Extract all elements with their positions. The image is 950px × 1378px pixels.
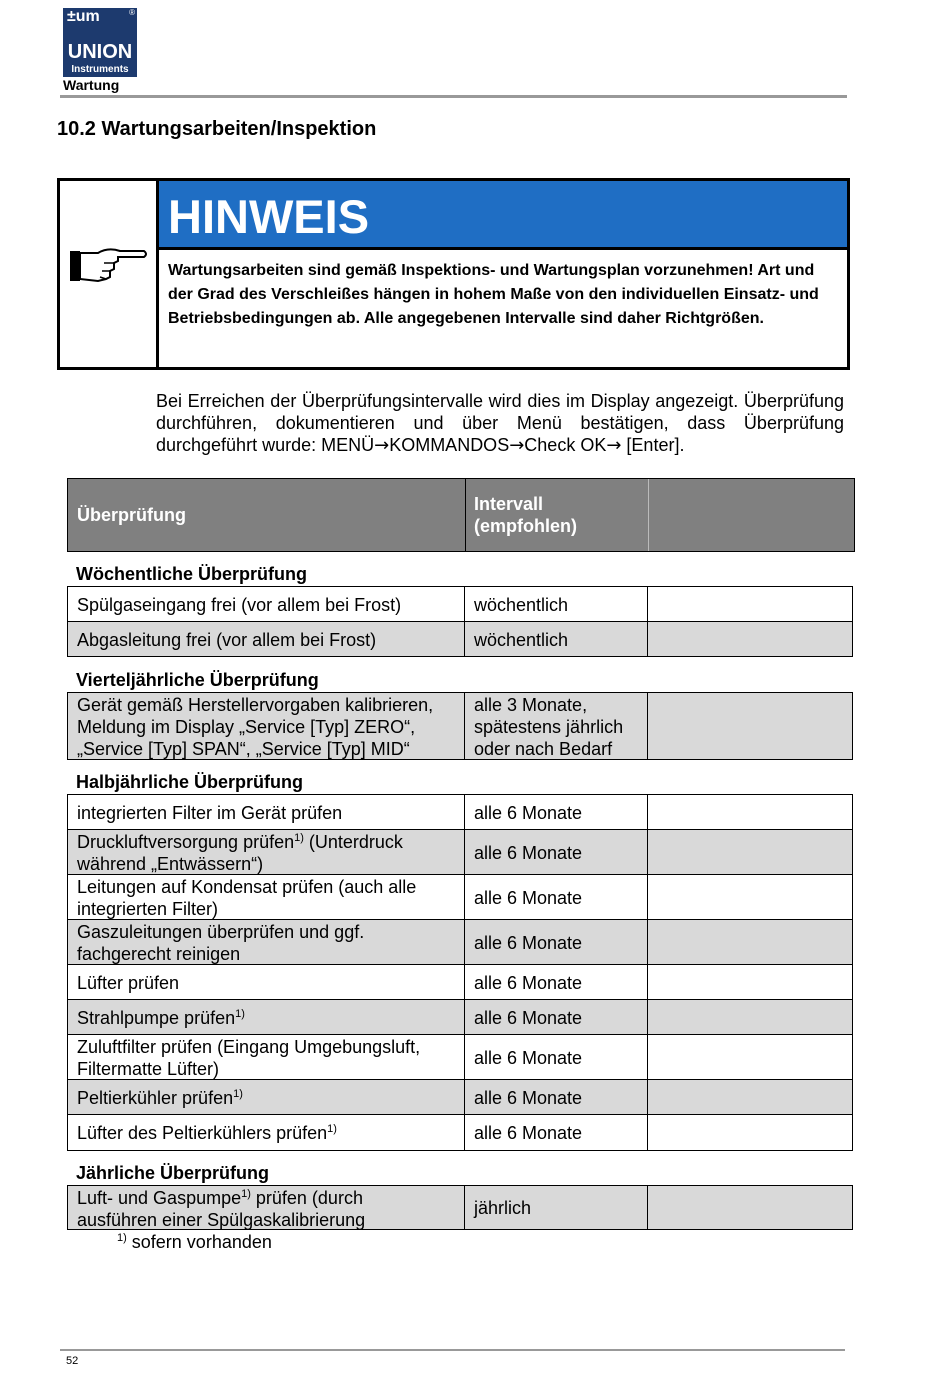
footnote-ref: 1) [294,832,304,844]
header-check: Überprüfung [77,505,186,525]
table-row [67,586,853,622]
interval-cell: wöchentlich [474,595,569,615]
intro-paragraph [156,390,844,457]
check-line: Gaszuleitungen überprüfen und ggf. [77,922,365,942]
notice-title-bar [159,181,847,250]
interval-cell: alle 6 Monate [474,888,583,908]
notice-text: Wartungsarbeiten sind gemäß Inspektions- und Wartungsplan vorzunehmen! Art und der Grad des Verschleißes hängen in hohem Maße von den individuellen Einsatz- und Betriebsbedingungen ab. Alle angegebenen Intervalle sind daher Richtgrößen. [168,262,819,327]
page-title: 10.2 Wartungsarbeiten/Inspektion [57,118,377,140]
table-row [67,1079,853,1115]
check-cell: Lüfter prüfen [77,973,180,993]
interval-line: alle 3 Monate, [474,695,588,715]
header-divider [60,95,847,98]
check-line: Druckluftversorgung prüfen [77,832,295,852]
interval-cell: jährlich [474,1198,532,1218]
check-line: Meldung im Display „Service [Typ] ZERO“, [77,717,416,737]
logo-registered: ® [129,8,135,17]
check-line: Zuluftfilter prüfen (Eingang Umgebungsluft, [77,1037,421,1057]
group-weekly: Wöchentliche Überprüfung [76,564,307,584]
interval-cell: alle 6 Monate [474,1123,583,1143]
check-line: Strahlpumpe prüfen [77,1008,236,1028]
header-interval [474,493,577,537]
footnote-text: sofern vorhanden [126,1232,272,1252]
check-line: „Service [Typ] SPAN“, „Service [Typ] MID“ [77,739,410,759]
intro-enter: [Enter]. [621,435,685,455]
interval-cell: alle 6 Monate [474,803,583,823]
check-cell [77,1122,337,1144]
check-line: integrierten Filter) [77,899,219,919]
check-cell [77,921,364,965]
table-row [67,1185,853,1230]
column-divider [648,479,649,551]
check-line: fachgerecht reinigen [77,944,241,964]
check-cell [77,694,433,760]
notice-title: HINWEIS [168,190,370,243]
check-line: (Unterdruck [303,832,403,852]
table-row [67,874,853,920]
check-cell: integrierten Filter im Gerät prüfen [77,803,343,823]
logo-brand: UNION [67,41,133,63]
check-line: Filtermatte Lüfter) [77,1059,220,1079]
check-cell: Spülgaseingang frei (vor allem bei Frost) [77,595,402,615]
table-header [67,478,855,552]
check-cell [77,1036,420,1080]
interval-cell: alle 6 Monate [474,1048,583,1068]
check-line: prüfen (durch [250,1188,363,1208]
union-instruments-logo [63,8,137,77]
interval-line: oder nach Bedarf [474,739,613,759]
check-cell: Abgasleitung frei (vor allem bei Frost) [77,630,377,650]
check-line: während „Entwässern“) [77,854,264,874]
check-cell [77,831,403,875]
check-line: Peltierkühler prüfen [77,1088,234,1108]
group-halfyear: Halbjährliche Überprüfung [76,772,304,792]
interval-cell: wöchentlich [474,630,569,650]
table-row [67,964,853,1000]
interval-cell: alle 6 Monate [474,1088,583,1108]
notice-box [57,178,850,370]
table-row [67,999,853,1035]
pointing-hand-icon [68,243,148,293]
header-interval-line2: (empfohlen) [474,516,577,536]
check-line: ausführen einer Spülgaskalibrierung [77,1210,366,1230]
check-line: Lüfter des Peltierkühlers prüfen [77,1123,328,1143]
check-cell [77,1087,243,1109]
check-line: Gerät gemäß Herstellervorgaben kalibrieren, [77,695,434,715]
check-cell [77,876,416,920]
footnote-ref: 1) [241,1188,251,1200]
footnote-ref: 1) [327,1123,337,1135]
intro-text: Bei Erreichen der Überprüfungsintervalle wird dies im Display angezeigt. Überprüfung durchführen, dokumentieren und über Menü bestätigen, dass Überprüfung durchgeführt wurde: MENÜ [156,391,844,455]
footnote-mark: 1) [117,1232,127,1244]
interval-cell: alle 6 Monate [474,933,583,953]
check-cell [77,1187,365,1231]
interval-cell: alle 6 Monate [474,843,583,863]
logo-mark: ±um [67,8,100,25]
intro-menu-check: Check OK [524,435,607,455]
intro-menu-commands: KOMMANDOS [389,435,510,455]
check-line: Luft- und Gaspumpe [77,1188,242,1208]
arrow-icon: → [606,435,622,456]
footnote-ref: 1) [235,1008,245,1020]
section-label: Wartung [63,77,120,93]
interval-cell [474,694,623,760]
table-row [67,621,853,657]
table-row [67,692,853,760]
table-row [67,794,853,830]
table-row [67,1034,853,1080]
interval-cell: alle 6 Monate [474,1008,583,1028]
arrow-icon: → [374,435,390,456]
footnote-ref: 1) [233,1088,243,1100]
page-number: 52 [66,1355,79,1367]
arrow-icon: → [509,435,525,456]
notice-icon-cell [60,181,159,367]
interval-line: spätestens jährlich [474,717,624,737]
table-row [67,829,853,875]
group-quarterly: Vierteljährliche Überprüfung [76,670,319,690]
header-interval-line1: Intervall [474,494,544,514]
table-row [67,1114,853,1151]
logo-sub: Instruments [71,64,129,75]
interval-cell: alle 6 Monate [474,973,583,993]
footnote [117,1232,272,1253]
footer-divider [60,1349,845,1351]
group-yearly: Jährliche Überprüfung [76,1163,270,1183]
column-divider [465,479,466,551]
check-cell [77,1007,245,1029]
check-line: Leitungen auf Kondensat prüfen (auch alle [77,877,417,897]
table-row [67,919,853,965]
